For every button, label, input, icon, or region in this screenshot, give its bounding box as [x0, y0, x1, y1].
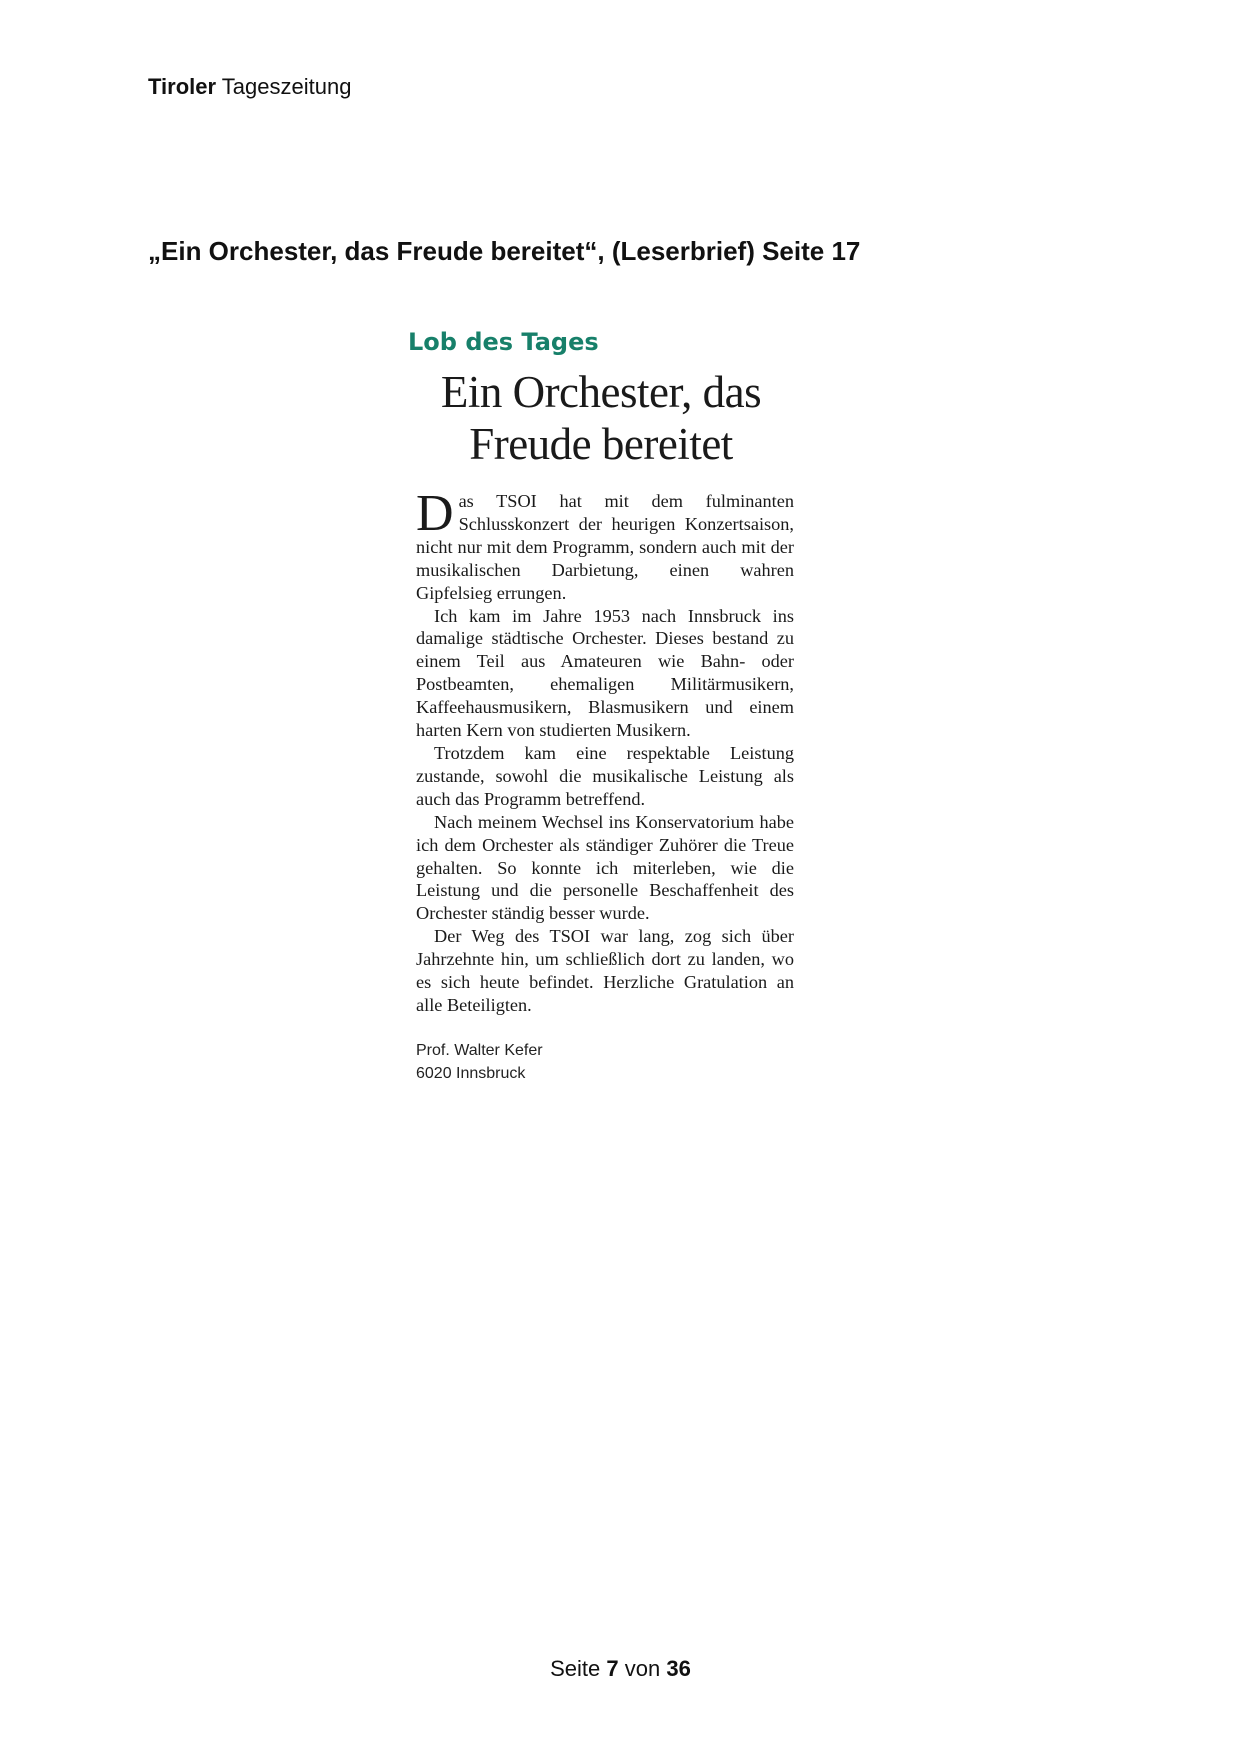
- publication-name: [148, 74, 351, 100]
- page-prefix: Seite: [550, 1656, 601, 1681]
- paragraph-1-text: as TSOI hat mit dem fulminanten Schlusskonzert der heurigen Konzertsaison, nicht nur mit dem Programm, sondern auch mit der musikalischen Darbietung, einen wahren Gipfelsieg errungen.: [416, 491, 794, 603]
- paragraph-3: Trotzdem kam eine respektable Leistung zustande, sowohl die musikalische Leistung als auch das Programm betreffend.: [416, 742, 794, 809]
- paragraph-5: Der Weg des TSOI war lang, zog sich über Jahrzehnte hin, um schließlich dort zu landen, wo es sich heute befindet. Herzliche Gratulation an alle Beteiligten.: [416, 926, 794, 1015]
- paragraph-2: Ich kam im Jahre 1953 nach Innsbruck ins damalige städtische Orchester. Dieses bestand zu einem Teil aus Amateuren wie Bahn- oder Postbeamten, ehemaligen Militärmusikern, Kaffeehausmusikern, Blasmusikern und einem harten Kern von studierten Musikern.: [416, 605, 794, 741]
- paragraph-4: Nach meinem Wechsel ins Konservatorium habe ich dem Orchester als ständiger Zuhörer die Treue gehalten. So konnte ich miterleben, wie die Leistung und die personelle Beschaffenheit des Orchester ständig besser wurde.: [416, 811, 794, 924]
- signature: [408, 1039, 794, 1085]
- drop-cap: D: [416, 485, 454, 542]
- clipping-body: [408, 485, 794, 1017]
- page-total: 36: [666, 1656, 691, 1681]
- clipping-title-line2: Freude bereitet: [469, 419, 733, 469]
- page-middle: von: [624, 1656, 661, 1681]
- clipping-title-line1: Ein Orchester, das: [440, 367, 762, 417]
- publication-name-rest: Tageszeitung: [221, 74, 352, 99]
- author-name: Prof. Walter Kefer: [416, 1041, 543, 1059]
- clipping-kicker: Lob des Tages: [408, 328, 599, 356]
- page-number: [0, 1656, 1241, 1682]
- paragraph-1: [416, 485, 794, 605]
- newspaper-clipping: [408, 328, 794, 1085]
- page-current: 7: [606, 1656, 619, 1681]
- clipping-title: [408, 366, 794, 470]
- article-heading: „Ein Orchester, das Freude bereitet“, (Leserbrief) Seite 17: [148, 236, 861, 266]
- author-location: 6020 Innsbruck: [416, 1064, 526, 1082]
- publication-name-bold: Tiroler: [148, 74, 217, 99]
